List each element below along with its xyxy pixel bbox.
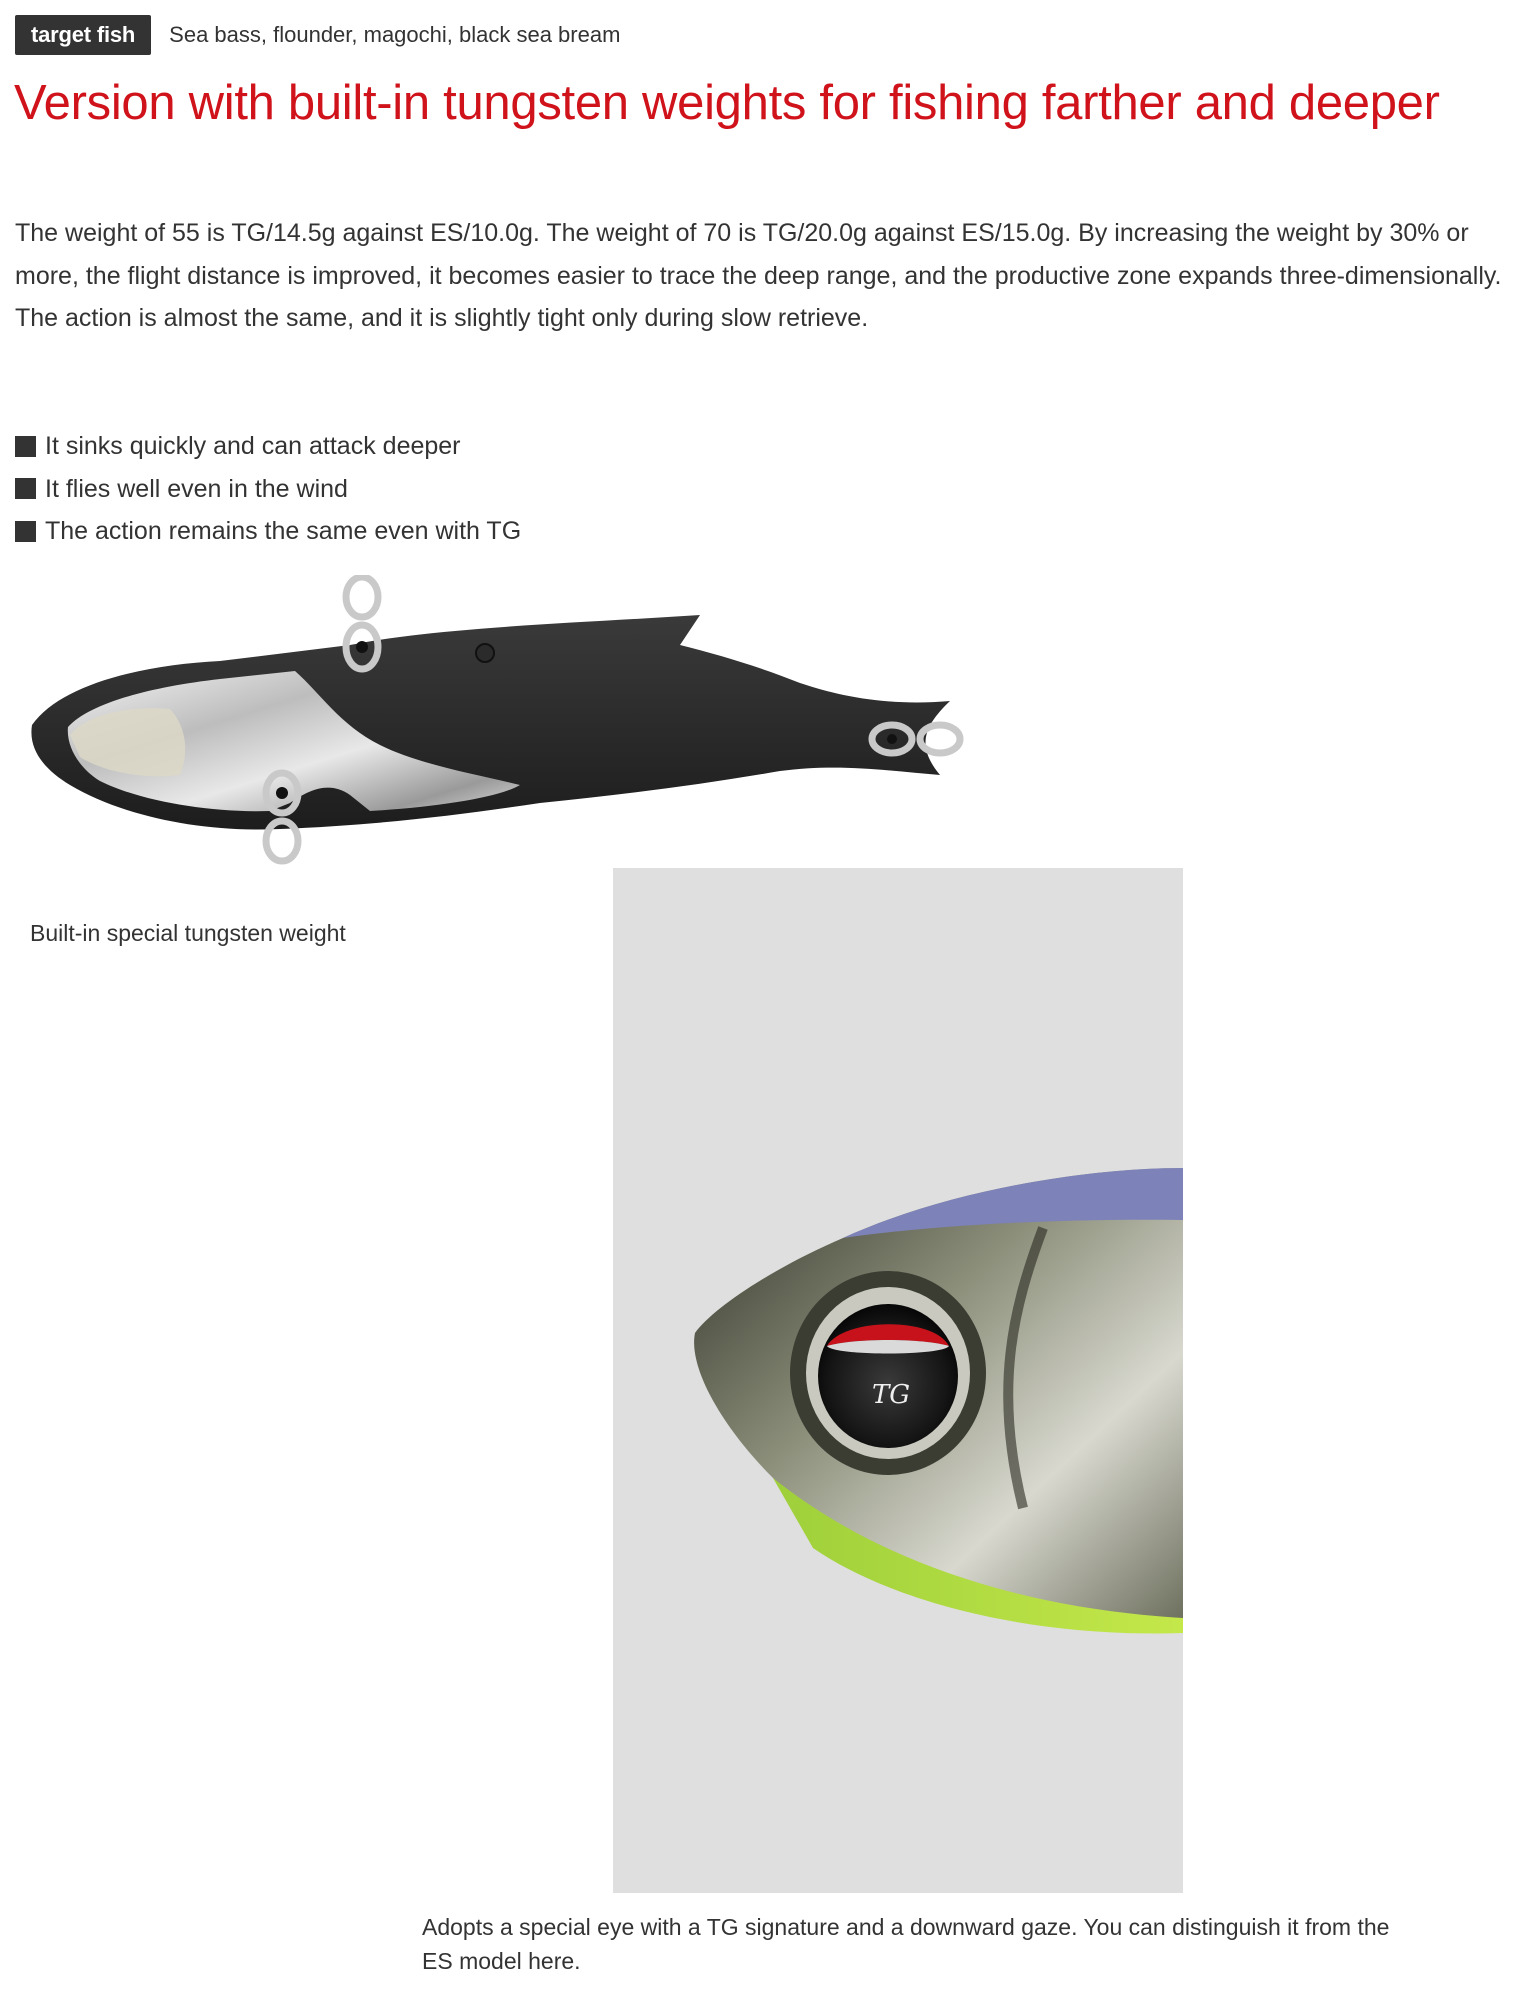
product-description <box>15 212 1515 340</box>
eye-tg-mark: TG <box>871 1380 911 1410</box>
feature-item <box>15 468 521 511</box>
feature-text: It flies well even in the wind <box>45 474 348 503</box>
lure-cutaway-image <box>20 575 1005 875</box>
lure-cutaway-illustration <box>20 575 1005 875</box>
description-paragraph-1: The weight of 55 is TG/14.5g against ES/10.0g. The weight of 70 is TG/20.0g against ES/15.0g. By increasing the weight by 30% or more, the flight distance is improved, it becomes easier to trace the deep range, and the productive zone expands three-dimensionally. <box>15 219 1502 290</box>
lure-eye-dot <box>476 644 494 662</box>
tail-hook-screw <box>887 734 897 744</box>
lure-eye-closeup-image <box>613 868 1183 1893</box>
page-headline: Version with built-in tungsten weights for fishing farther and deeper <box>14 76 1440 130</box>
description-paragraph-2: The action is almost the same, and it is slightly tight only during slow retrieve. <box>15 304 869 332</box>
target-fish-row <box>15 15 620 55</box>
square-bullet-icon <box>15 478 36 499</box>
feature-list <box>15 425 521 553</box>
line-tie-screw <box>356 641 368 653</box>
target-fish-label: target fish <box>15 15 151 55</box>
feature-text: It sinks quickly and can attack deeper <box>45 432 461 460</box>
eye-caption: Adopts a special eye with a TG signature and a downward gaze. You can distinguish it from the ES model here. <box>422 1914 1390 1974</box>
belly-hook-screw <box>276 787 288 799</box>
lure-eye-closeup-illustration <box>613 868 1183 1893</box>
feature-item <box>15 510 521 553</box>
feature-item <box>15 425 521 468</box>
target-fish-value: Sea bass, flounder, magochi, black sea bream <box>169 22 621 47</box>
square-bullet-icon <box>15 521 36 542</box>
feature-text: The action remains the same even with TG <box>45 517 522 545</box>
square-bullet-icon <box>15 436 36 457</box>
lure-caption: Built-in special tungsten weight <box>30 920 346 946</box>
